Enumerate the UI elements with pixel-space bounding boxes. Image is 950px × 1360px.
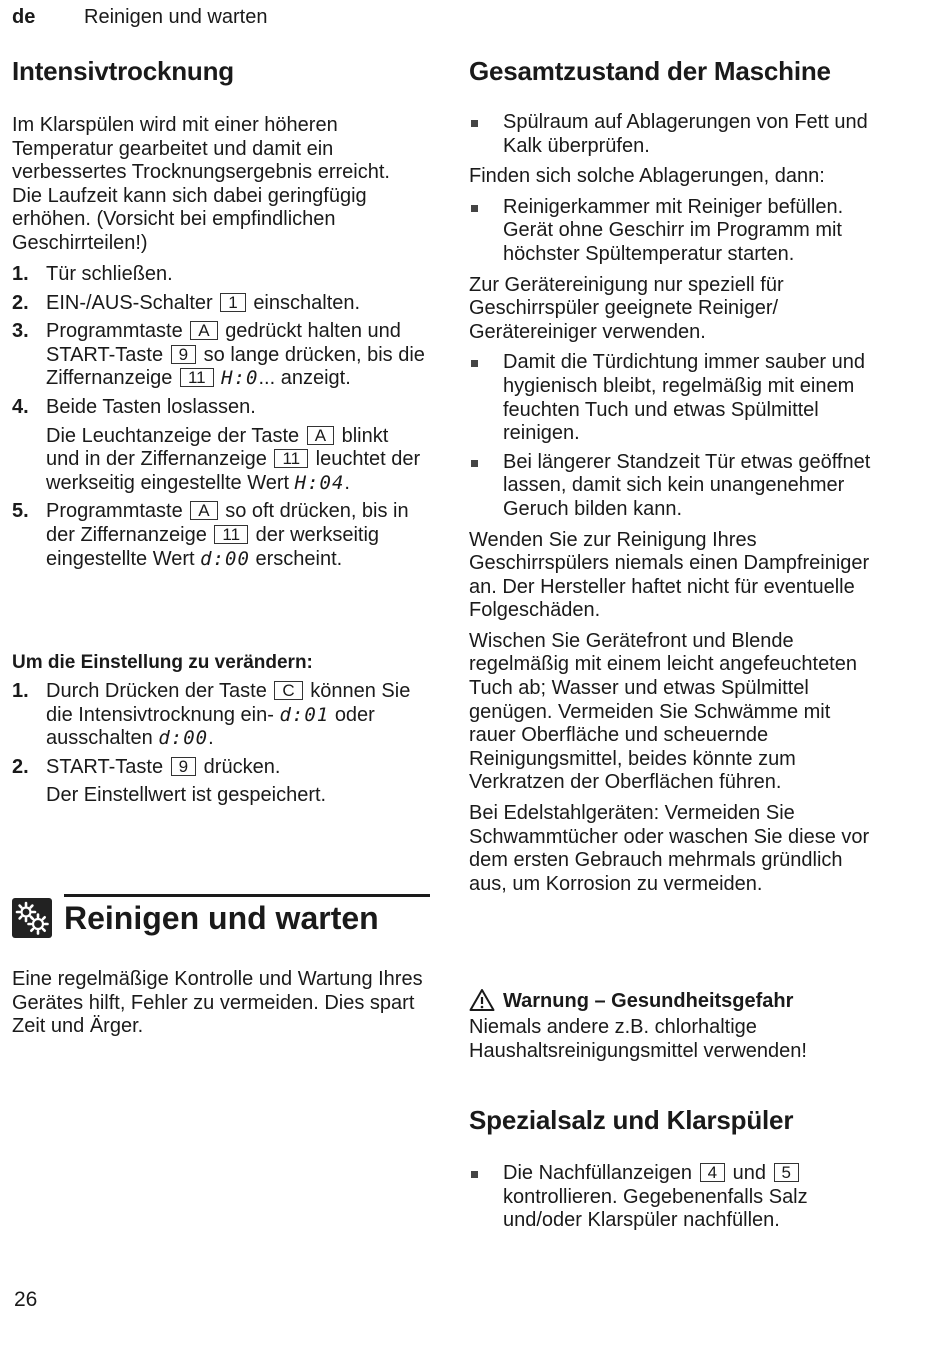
- bullet-text: und: [732, 1162, 766, 1184]
- steps-list: [12, 263, 427, 571]
- step-text: so lange drücken, bis die Ziffernanzeige: [46, 343, 425, 390]
- running-header: [12, 6, 267, 29]
- bullet-item: Reinigerkammer mit Reiniger befüllen. Gerät ohne Geschirr im Programm mit höchster Spültemperatur starten.: [469, 196, 879, 267]
- step-item: [12, 320, 427, 391]
- key-symbol: 9: [171, 345, 196, 364]
- paragraph: Wischen Sie Gerätefront und Blende regelmäßig mit einem leicht angefeuchteten Tuch ab; Wasser und etwas Spülmittel genügen. Vermeiden Sie Schwämme mit rauer Oberfläche und scheuernde Reinigungsmittel, beides könnte zum Verkratzen der Oberflächen führen.: [469, 629, 857, 794]
- display-segment: H:04: [294, 471, 345, 494]
- display-segment: H:0: [221, 367, 259, 390]
- step-number: 2.: [12, 755, 29, 778]
- section-name: Reinigen und warten: [84, 6, 268, 28]
- section-intro: [12, 968, 427, 1039]
- heading-intensivtrocknung: Intensivtrocknung: [12, 56, 234, 86]
- step-text: gedrückt halten und START-Taste: [46, 320, 401, 366]
- bullet-item: Spülraum auf Ablagerungen von Fett und Kalk überprüfen.: [469, 111, 879, 158]
- change-heading: Um die Einstellung zu verändern:: [12, 652, 313, 673]
- key-symbol: 9: [171, 757, 196, 776]
- section-title: Reinigen und warten: [64, 900, 379, 936]
- key-symbol: 1: [220, 293, 245, 312]
- step-item: [12, 680, 427, 751]
- key-symbol: 4: [700, 1163, 725, 1182]
- language-code: de: [12, 6, 36, 28]
- step-number: 3.: [12, 320, 29, 343]
- paragraph: Finden sich solche Ablagerungen, dann:: [469, 165, 825, 188]
- step-item: [12, 756, 427, 808]
- key-symbol: 11: [274, 449, 308, 468]
- step-number: 1.: [12, 263, 29, 285]
- step-subtext: [46, 425, 427, 496]
- warning-header: [469, 988, 889, 1014]
- step-text: Die Leuchtanzeige der Taste: [46, 424, 300, 447]
- display-segment: d:00: [200, 547, 250, 570]
- step-text: einschalten.: [253, 291, 361, 314]
- step-subtext: Der Einstellwert ist gespeichert.: [46, 784, 327, 807]
- step-text: der werkseitig eingestellte Wert: [46, 523, 380, 570]
- bullet-item: Bei längerer Standzeit Tür etwas geöffnet lassen, damit sich kein unangenehmer Geruch bilden kann.: [469, 451, 879, 522]
- step-number: 5.: [12, 500, 29, 523]
- key-symbol: 11: [180, 368, 214, 387]
- intro-text: Im Klarspülen wird mit einer höheren Temperatur gearbeitet und damit ein verbessertes Trocknungsergebnis erreicht. Die Laufzeit kann sich dabei geringfügig erhöhen. (Vorsicht bei empfindlichen Geschirrteilen!): [12, 114, 390, 254]
- paragraph: Wenden Sie zur Reinigung Ihres Geschirrspülers niemals einen Dampfreiniger an. Der Hersteller haftet nicht für eventuelle Folgeschäden.: [469, 528, 870, 622]
- step-item: [12, 500, 427, 571]
- section-intro-text: Eine regelmäßige Kontrolle und Wartung Ihres Gerätes hilft, Fehler zu vermeiden. Dies spart Zeit und Ärger.: [12, 968, 423, 1038]
- step-item: [12, 396, 427, 495]
- bullet-text: kontrollieren. Gegebenenfalls Salz und/oder Klarspüler nachfüllen.: [503, 1185, 808, 1232]
- display-segment: d:01: [279, 703, 330, 726]
- heading-gesamtzustand: Gesamtzustand der Maschine: [469, 56, 831, 86]
- warning-text: Niemals andere z.B. chlorhaltige Haushaltsreinigungsmittel verwenden!: [469, 1016, 807, 1062]
- step-text: Programmtaste: [46, 500, 183, 523]
- step-item: [12, 263, 427, 287]
- step-item: [12, 292, 427, 316]
- right-column-body: [469, 111, 879, 896]
- key-symbol: A: [190, 501, 217, 520]
- step-text: Programmtaste: [46, 320, 183, 343]
- intro-paragraph: [12, 114, 412, 256]
- step-number: 2.: [12, 291, 29, 314]
- bullet-text: Die Nachfüllanzeigen: [503, 1162, 693, 1184]
- paragraph: Bei Edelstahlgeräten: Vermeiden Sie Schwammtücher oder waschen Sie diese vor dem ersten Gebrauch mehrmals gründlich aus, um Korrosion zu vermeiden.: [469, 802, 870, 895]
- spezialsalz-list: [469, 1162, 879, 1233]
- warning-title: Warnung – Gesundheitsgefahr: [503, 989, 794, 1012]
- bullet-item: Damit die Türdichtung immer sauber und hygienisch bleibt, regelmäßig mit einem feuchten Tuch und etwas Spülmittel reinigen.: [469, 351, 879, 445]
- step-text: ... anzeigt.: [258, 367, 351, 390]
- step-text: Beide Tasten loslassen.: [46, 395, 256, 418]
- change-steps-list: [12, 680, 427, 808]
- step-text: können Sie die Intensivtrocknung ein-: [46, 680, 411, 726]
- step-text: .: [344, 471, 350, 494]
- key-symbol: C: [274, 681, 302, 700]
- paragraph: Zur Gerätereinigung nur speziell für Geschirrspüler geeignete Reiniger/ Gerätereiniger verwenden.: [469, 273, 784, 343]
- step-number: 4.: [12, 395, 29, 418]
- warning-box: [469, 988, 889, 1063]
- bullet-item: [469, 1162, 879, 1233]
- page-number: 26: [14, 1288, 38, 1311]
- section-rule: [64, 894, 430, 897]
- step-text: so oft drücken, bis in der Ziffernanzeige: [46, 500, 409, 546]
- step-text: blinkt und in der Ziffernanzeige: [46, 424, 389, 471]
- heading-spezialsalz: Spezialsalz und Klarspüler: [469, 1105, 794, 1135]
- step-text: oder ausschalten: [46, 703, 375, 750]
- warning-triangle-icon: [469, 988, 497, 1014]
- step-number: 1.: [12, 680, 29, 702]
- step-text: .: [208, 727, 214, 750]
- key-symbol: 11: [214, 525, 248, 544]
- key-symbol: A: [307, 426, 334, 445]
- key-symbol: 5: [774, 1163, 799, 1182]
- step-text: leuchtet der werkseitig eingestellte Wert: [46, 448, 421, 494]
- step-text: Tür schließen.: [46, 263, 173, 285]
- maintenance-gear-icon: [12, 898, 52, 938]
- step-text: EIN-/AUS-Schalter: [46, 291, 213, 314]
- step-text: drücken.: [203, 755, 281, 778]
- key-symbol: A: [190, 321, 217, 340]
- display-segment: d:00: [158, 727, 209, 750]
- step-text: Durch Drücken der Taste: [46, 680, 267, 702]
- step-text: erscheint.: [255, 547, 343, 570]
- step-text: START-Taste: [46, 755, 164, 778]
